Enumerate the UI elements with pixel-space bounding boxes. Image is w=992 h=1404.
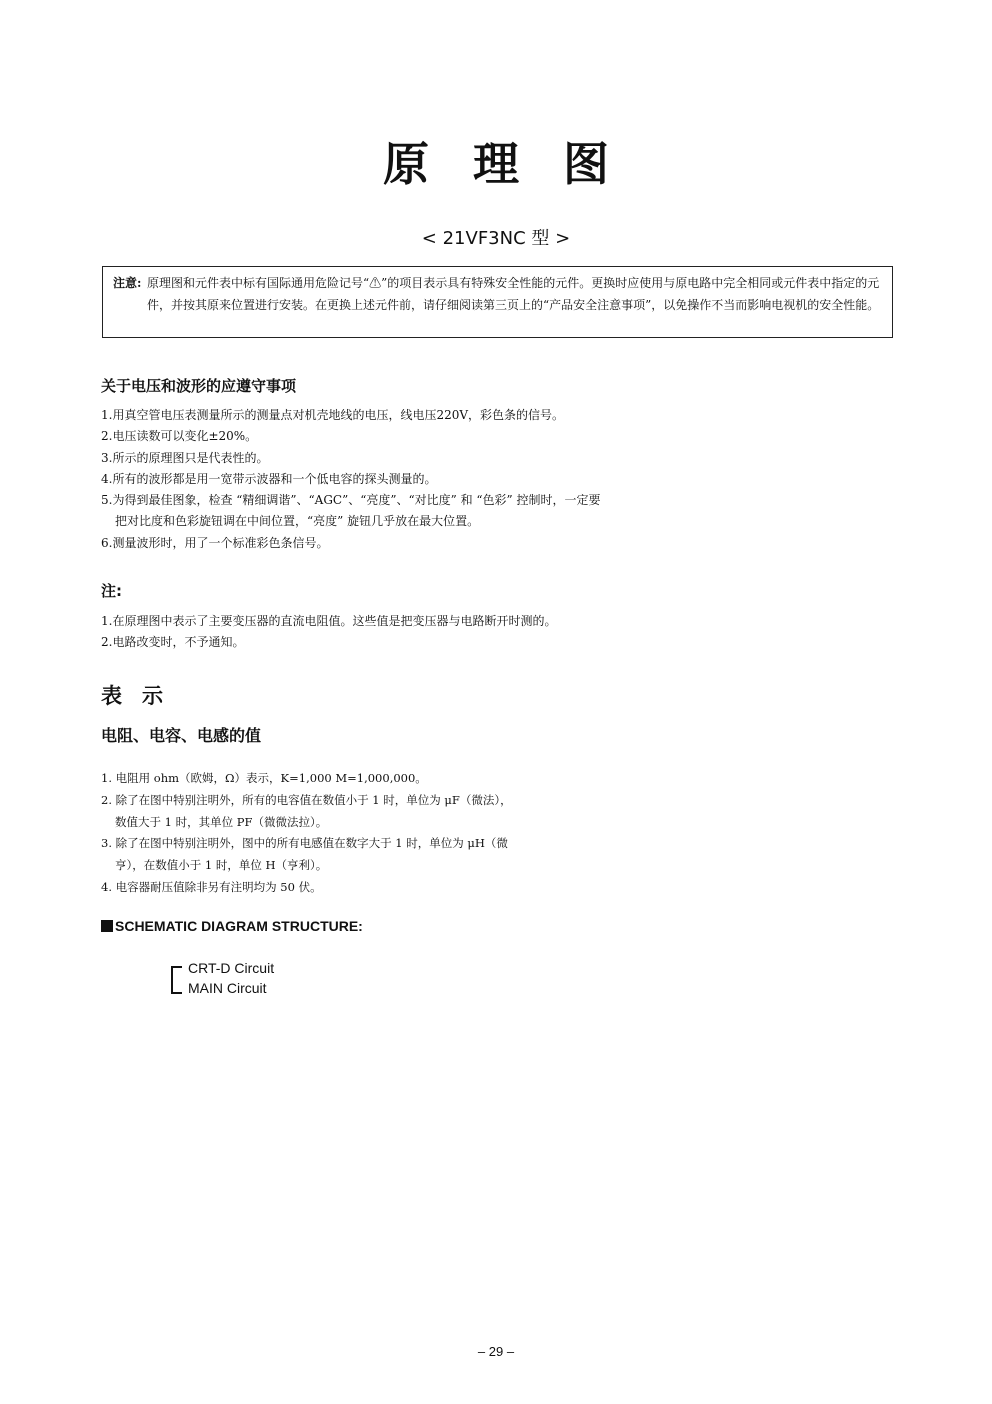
list-item: 1. 电阻用 ohm（欧姆，Ω）表示，K=1,000 M=1,000,000。 — [101, 771, 427, 785]
component-values-heading: 电阻、电容、电感的值 — [101, 726, 262, 745]
list-item: 1.用真空管电压表测量所示的测量点对机壳地线的电压，线电压220V，彩色条的信号。 — [101, 408, 565, 422]
page-number: – 29 – — [477, 1344, 515, 1359]
list-item: 2. 除了在图中特别注明外，所有的电容值在数值小于 1 时，单位为 μF（微法）， — [101, 792, 512, 807]
notice-label: 注意: — [113, 276, 142, 290]
model-subtitle: < 21VF3NC 型 > — [421, 228, 571, 249]
page-title: 原理图 — [383, 137, 653, 191]
list-item: 5.为得到最佳图象，检查 “精细调谐”、“AGC”、“亮度”、“对比度” 和 “色彩” 控制时，一定要 — [101, 493, 601, 508]
structure-heading — [101, 918, 363, 934]
list-item: 2.电路改变时，不予通知。 — [101, 635, 245, 650]
note-list — [101, 611, 556, 654]
note-heading: 注: — [101, 582, 122, 600]
list-item: 4.所有的波形都是用一宽带示波器和一个低电容的探头测量的。 — [101, 471, 437, 486]
list-item: 3. 除了在图中特别注明外，图中的所有电感值在数字大于 1 时，单位为 μH（微 — [101, 836, 508, 851]
list-item: 1.在原理图中表示了主要变压器的直流电阻值。这些值是把变压器与电路断开时测的。 — [101, 614, 557, 628]
component-values-list — [101, 768, 512, 899]
notice-text: 原理图和元件表中标有国际通用危险记号“⚠”的项目表示具有特殊安全性能的元件。更换时应使用与原电路中完全相同或元件表中指定的元件，并按其原来位置进行安装。在更换上述元件前，请仔细阅读第三页上的“产品安全注意事项”，以免操作不当而影响电视机的安全性能。 — [147, 276, 880, 312]
list-item: 2.电压读数可以变化±20%。 — [101, 429, 258, 444]
list-item-continuation: 数值大于 1 时，其单位 PF（微微法拉）。 — [115, 814, 328, 829]
list-item: 3.所示的原理图只是代表性的。 — [101, 450, 269, 465]
list-item: 4. 电容器耐压值除非另有注明均为 50 伏。 — [101, 879, 322, 894]
voltage-waveform-heading: 关于电压和波形的应遵守事项 — [101, 377, 297, 395]
square-bullet-icon — [101, 920, 113, 932]
structure-item-main: MAIN Circuit — [188, 980, 267, 996]
list-item-continuation: 亨），在数值小于 1 时，单位 H（亨利）。 — [115, 858, 328, 873]
voltage-waveform-list — [101, 405, 601, 554]
structure-heading-text: SCHEMATIC DIAGRAM STRUCTURE: — [115, 918, 363, 934]
list-item: 6.测量波形时，用了一个标准彩色条信号。 — [101, 535, 329, 550]
structure-list — [188, 958, 274, 998]
safety-notice-box — [102, 266, 893, 338]
structure-item-crt-d: CRT-D Circuit — [188, 960, 275, 976]
list-item-continuation: 把对比度和色彩旋钮调在中间位置，“亮度” 旋钮几乎放在最大位置。 — [115, 514, 480, 529]
bracket-icon — [171, 966, 182, 994]
notation-heading: 表示 — [101, 684, 183, 708]
